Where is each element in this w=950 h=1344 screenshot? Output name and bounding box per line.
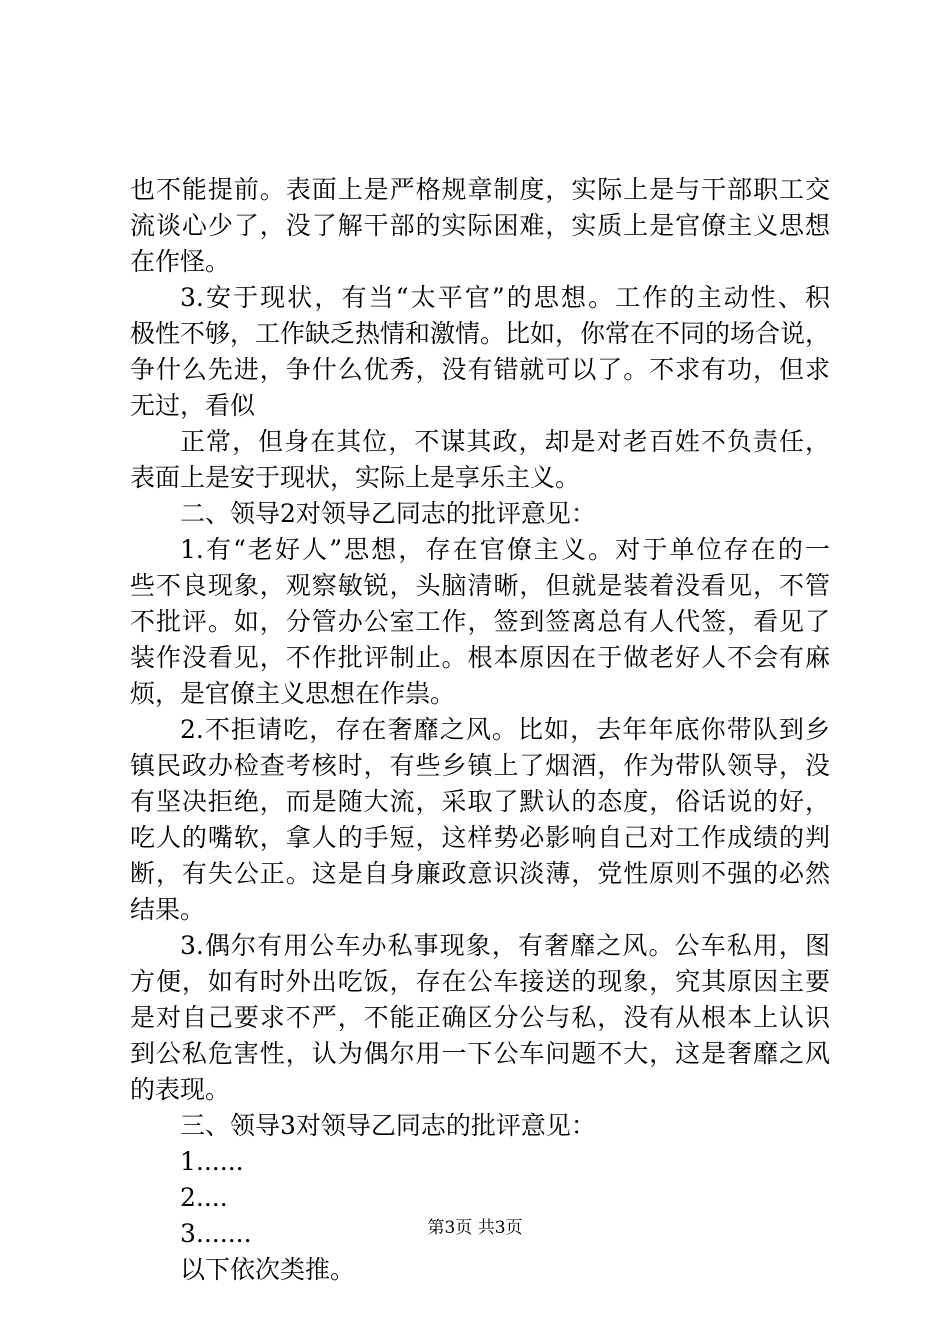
paragraph-line: 装作没看见，不作批评制止。根本原因在于做老好人不会有麻: [130, 643, 830, 672]
paragraph-line: 在作怪。: [130, 247, 231, 276]
list-item: 2....: [180, 1183, 228, 1212]
paragraph-line: 镇民政办检查考核时，有些乡镇上了烟酒，作为带队领导，没: [130, 751, 830, 780]
paragraph-line: 方便，如有时外出吃饭，存在公车接送的现象，究其原因主要: [130, 967, 830, 996]
list-item: 1......: [180, 1147, 244, 1176]
paragraph-line: 到公私危害性，认为偶尔用一下公车问题不大，这是奢靡之风: [130, 1039, 830, 1068]
paragraph-line: 烦，是官僚主义思想在作祟。: [130, 679, 456, 708]
paragraph-line: 3.安于现状，有当“太平官”的思想。工作的主动性、积: [180, 283, 830, 312]
document-body: [130, 172, 830, 1288]
paragraph-line: 吃人的嘴软，拿人的手短，这样势必影响自己对工作成绩的判: [130, 823, 830, 852]
paragraph-line: 的表现。: [130, 1075, 231, 1104]
section-heading: 三、领导3对领导乙同志的批评意见：: [180, 1111, 596, 1140]
paragraph-line: 结果。: [130, 895, 206, 924]
section-heading: 二、领导2对领导乙同志的批评意见：: [180, 499, 596, 528]
paragraph-line: 不批评。如，分管办公室工作，签到签离总有人代签，看见了: [130, 607, 830, 636]
page-number-footer: 第3页 共3页: [427, 1218, 523, 1238]
paragraph-line: 是对自己要求不严，不能正确区分公与私，没有从根本上认识: [130, 1003, 830, 1032]
paragraph-line: 也不能提前。表面上是严格规章制度，实际上是与干部职工交: [130, 175, 830, 204]
paragraph-line: 流谈心少了，没了解干部的实际困难，实质上是官僚主义思想: [130, 211, 830, 240]
paragraph-line: 争什么先进，争什么优秀，没有错就可以了。不求有功，但求: [130, 355, 830, 384]
paragraph-line: 1.有“老好人”思想，存在官僚主义。对于单位存在的一: [180, 535, 830, 564]
paragraph-line: 2.不拒请吃，存在奢靡之风。比如，去年年底你带队到乡: [180, 715, 830, 744]
paragraph-line: 表面上是安于现状，实际上是享乐主义。: [130, 463, 581, 492]
paragraph-line: 有坚决拒绝，而是随大流，采取了默认的态度，俗话说的好，: [130, 787, 830, 816]
paragraph-line: 极性不够，工作缺乏热情和激情。比如，你常在不同的场合说，: [130, 319, 831, 348]
paragraph-line: 些不良现象，观察敏锐，头脑清晰，但就是装着没看见，不管: [130, 571, 830, 600]
paragraph-line: 断，有失公正。这是自身廉政意识淡薄，党性原则不强的必然: [130, 859, 830, 888]
closing-line: 以下依次类推。: [180, 1255, 356, 1284]
paragraph-line: 无过，看似: [130, 391, 256, 420]
list-item: 3.......: [180, 1219, 252, 1248]
paragraph-line: 3.偶尔有用公车办私事现象，有奢靡之风。公车私用，图: [180, 931, 830, 960]
paragraph-line: 正常，但身在其位，不谋其政，却是对老百姓不负责任，: [180, 427, 830, 456]
